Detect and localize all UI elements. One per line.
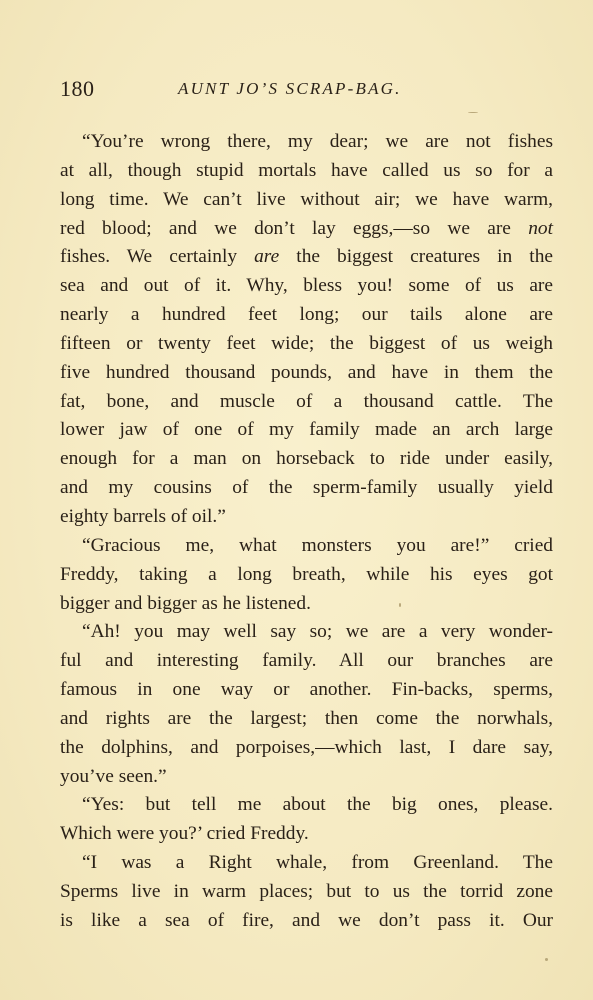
body-text	[60, 128, 553, 936]
running-head: AUNT JO’S SCRAP-BAG.	[178, 79, 402, 98]
text-run: fishes. We certainly	[60, 246, 255, 268]
text-line: “Gracious me, what monsters you are!” cried	[82, 534, 553, 556]
text-line: bigger and bigger as he listened.	[60, 592, 311, 614]
text-line: enough for a man on horseback to ride under easily,	[60, 448, 553, 470]
paper-speck	[468, 112, 478, 113]
paper-speck	[399, 603, 401, 607]
text-line: Which were you?’ cried Freddy.	[60, 823, 309, 845]
text-line: the dolphins, and porpoises,—which last, I dare say,	[60, 736, 553, 758]
text-line: long time. We can’t live without air; we have warm,	[60, 188, 553, 210]
page-number: 180	[60, 76, 95, 101]
text-line: “I was a Right whale, from Greenland. The	[82, 852, 553, 874]
emphasis-are: are	[254, 246, 280, 268]
paper-speck	[545, 958, 548, 961]
text-line: fifteen or twenty feet wide; the biggest of us weigh	[60, 332, 553, 354]
text-line: five hundred thousand pounds, and have in them the	[60, 361, 553, 383]
text-line: famous in one way or another. Fin-backs, sperms,	[60, 679, 553, 701]
text-line: you’ve seen.”	[60, 765, 167, 787]
emphasis-not: not	[528, 217, 553, 239]
text-line	[60, 215, 553, 244]
text-line	[60, 243, 553, 272]
text-line: “Yes: but tell me about the big ones, please.	[82, 794, 553, 816]
text-line: at all, though stupid mortals have called us so for a	[60, 159, 553, 181]
text-line: “You’re wrong there, my dear; we are not fishes	[82, 131, 553, 152]
text-run: red blood; and we don’t lay eggs,—so we are	[60, 217, 529, 239]
text-line: ful and interesting family. All our branches are	[60, 650, 553, 672]
text-line: and rights are the largest; then come the norwhals,	[60, 707, 553, 729]
text-run: the biggest creatures in the	[279, 246, 553, 268]
page-header	[60, 76, 553, 106]
text-line: nearly a hundred feet long; our tails alone are	[60, 304, 553, 326]
text-line: eighty barrels of oil.”	[60, 505, 226, 527]
text-line: Freddy, taking a long breath, while his eyes got	[60, 563, 553, 585]
text-line: is like a sea of fire, and we don’t pass it. Our	[60, 909, 553, 931]
text-line: and my cousins of the sperm-family usually yield	[60, 477, 553, 499]
text-line: lower jaw of one of my family made an arch large	[60, 419, 553, 441]
text-line: “Ah! you may well say so; we are a very wonder-	[82, 621, 553, 643]
text-line: fat, bone, and muscle of a thousand cattle. The	[60, 390, 553, 412]
text-line: sea and out of it. Why, bless you! some of us are	[60, 275, 553, 297]
text-line: Sperms live in warm places; but to us the torrid zone	[60, 880, 553, 902]
